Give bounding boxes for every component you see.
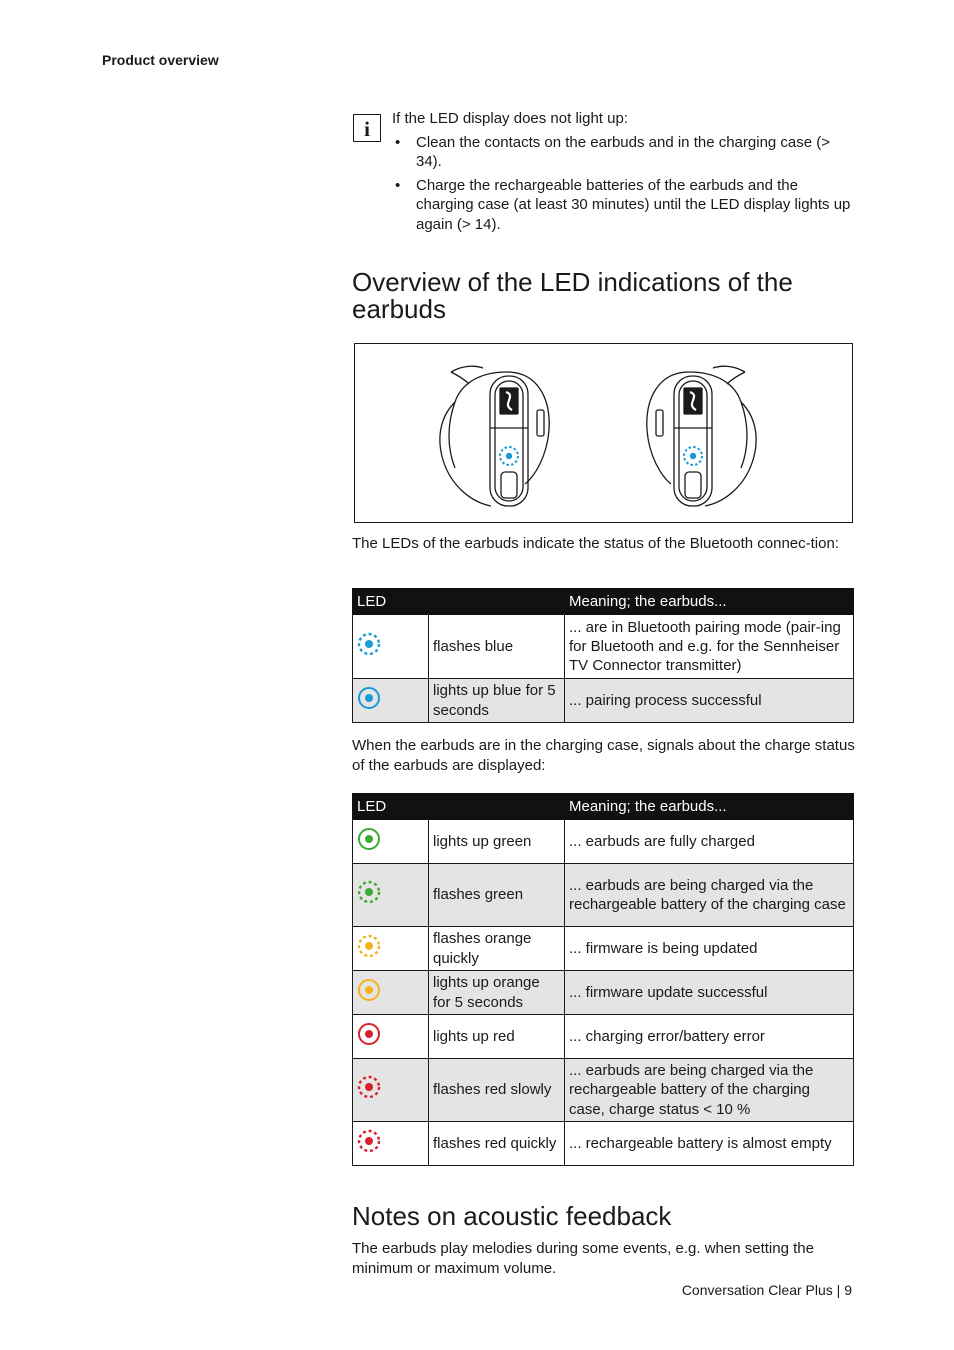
led-meaning: ... earbuds are being charged via the rechargeable battery of the charging case — [565, 864, 854, 927]
led-meaning: ... charging error/battery error — [565, 1015, 854, 1059]
column-header-meaning: Meaning; the earbuds... — [565, 589, 854, 615]
bluetooth-led-table — [352, 588, 854, 723]
led-icon-cell — [353, 1015, 429, 1059]
acoustic-heading: Notes on acoustic feedback — [352, 1201, 672, 1231]
table-row — [353, 820, 854, 864]
led-icon-cell — [353, 927, 429, 971]
page-footer — [682, 1282, 852, 1298]
table-row — [353, 927, 854, 971]
led-state: lights up red — [429, 1015, 565, 1059]
right-earbud — [647, 366, 756, 506]
footer-product: Conversation Clear Plus — [681, 1282, 833, 1298]
table-row — [353, 1015, 854, 1059]
led-meaning: ... are in Bluetooth pairing mode (pair-ing for Bluetooth and e.g. for the Sennheiser TV Connector transmitter) — [565, 615, 854, 679]
led-state: flashes red quickly — [429, 1122, 565, 1166]
led-steady-icon — [356, 826, 382, 857]
led-flashing-icon — [356, 879, 382, 910]
led-icon-cell — [353, 615, 429, 679]
column-header-led: LED — [353, 589, 565, 615]
led-state: flashes green — [429, 864, 565, 927]
led-state: lights up blue for 5 seconds — [429, 679, 565, 723]
led-icon-cell — [353, 1122, 429, 1166]
section-label: Product overview — [102, 52, 219, 68]
info-bullet: • Charge the rechargeable batteries of the earbuds and the charging case (at least 30 minutes) until the LED display lights up again (> 14). — [392, 176, 857, 235]
led-icon-cell — [353, 1059, 429, 1122]
led-state: flashes red slowly — [429, 1059, 565, 1122]
charging-led-table — [352, 793, 854, 1166]
led-icon-cell — [353, 679, 429, 723]
table-row — [353, 864, 854, 927]
info-note — [392, 109, 857, 238]
bluetooth-intro: The LEDs of the earbuds indicate the status of the Bluetooth connec-tion: — [352, 535, 839, 552]
page-number: 9 — [844, 1282, 852, 1298]
earbuds-drawing — [355, 344, 852, 522]
table-row — [353, 971, 854, 1015]
left-earbud — [440, 366, 549, 506]
table-row — [353, 1059, 854, 1122]
led-state: lights up orange for 5 seconds — [429, 971, 565, 1015]
column-header-meaning: Meaning; the earbuds... — [565, 794, 854, 820]
led-steady-icon — [356, 685, 382, 716]
charging-intro: When the earbuds are in the charging case, signals about the charge status of the earbuds are displayed: — [352, 737, 855, 774]
led-overview-heading: Overview of the LED indications of the earbuds — [352, 267, 793, 324]
led-meaning: ... earbuds are being charged via the rechargeable battery of the charging case, charge status < 10 % — [565, 1059, 854, 1122]
acoustic-text: The earbuds play melodies during some events, e.g. when setting the minimum or maximum volume. — [352, 1240, 814, 1277]
led-steady-icon — [356, 1021, 382, 1052]
info-intro: If the LED display does not light up: — [392, 110, 628, 127]
led-flashing-icon — [356, 1074, 382, 1105]
led-icon-cell — [353, 971, 429, 1015]
led-meaning: ... firmware update successful — [565, 971, 854, 1015]
led-meaning: ... earbuds are fully charged — [565, 820, 854, 864]
led-state: flashes blue — [429, 615, 565, 679]
led-flashing-icon — [356, 1128, 382, 1159]
led-steady-icon — [356, 977, 382, 1008]
info-icon: i — [353, 114, 381, 142]
column-header-led: LED — [353, 794, 565, 820]
footer-separator: | — [836, 1282, 841, 1298]
led-flashing-icon — [356, 933, 382, 964]
led-flashing-icon — [356, 631, 382, 662]
led-meaning: ... rechargeable battery is almost empty — [565, 1122, 854, 1166]
led-meaning: ... pairing process successful — [565, 679, 854, 723]
earbuds-illustration — [354, 343, 853, 523]
table-row — [353, 615, 854, 679]
figure-leds — [500, 447, 702, 465]
led-state: lights up green — [429, 820, 565, 864]
info-bullet: • Clean the contacts on the earbuds and in the charging case (> 34). — [392, 133, 857, 172]
led-meaning: ... firmware is being updated — [565, 927, 854, 971]
led-icon-cell — [353, 820, 429, 864]
table-row — [353, 1122, 854, 1166]
led-icon-cell — [353, 864, 429, 927]
table-row — [353, 679, 854, 723]
info-bullets — [392, 133, 857, 235]
led-state: flashes orange quickly — [429, 927, 565, 971]
